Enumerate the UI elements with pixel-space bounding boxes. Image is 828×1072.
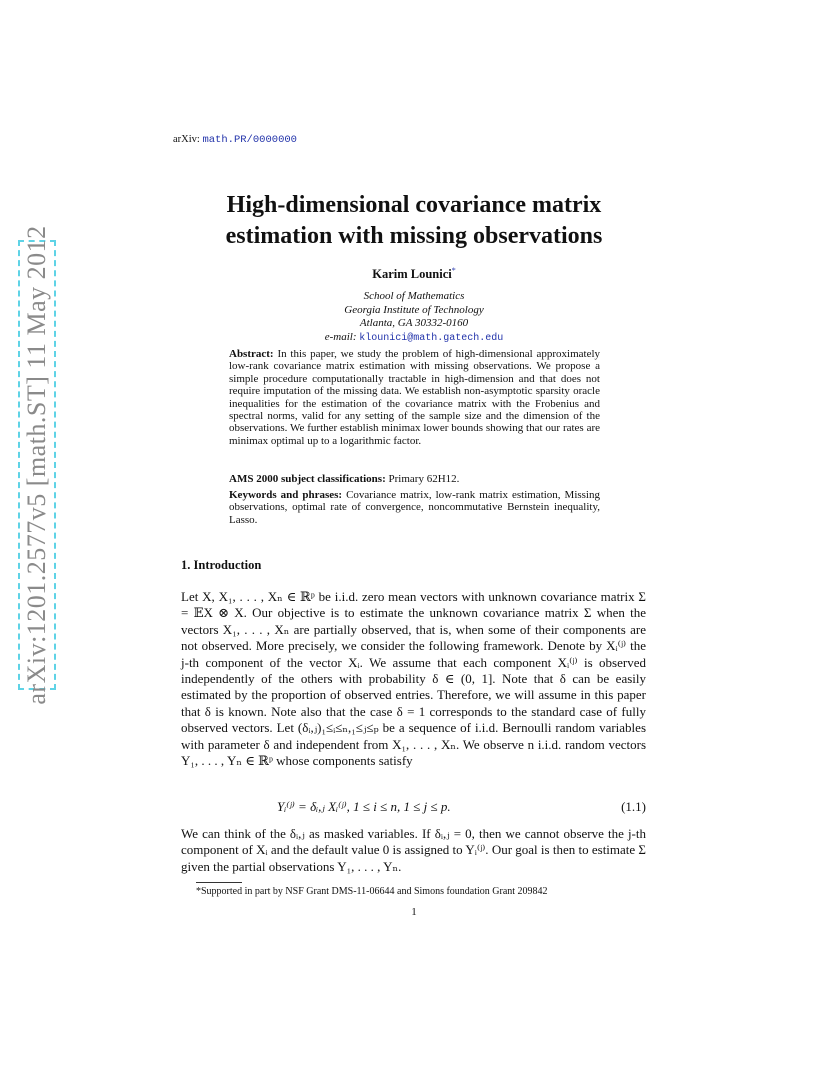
- email-link[interactable]: klounici@math.gatech.edu: [359, 332, 504, 344]
- affiliation-line-1: School of Mathematics: [363, 290, 465, 302]
- ams-label: AMS 2000 subject classifications:: [229, 473, 386, 485]
- ams-classification: [229, 473, 600, 485]
- author-footnote-mark[interactable]: *: [451, 266, 456, 275]
- affiliation: [130, 290, 698, 345]
- paper-title: [130, 190, 698, 252]
- footnote: *Supported in part by NSF Grant DMS-11-06644 and Simons foundation Grant 209842: [196, 886, 548, 897]
- page-number: 1: [411, 906, 417, 918]
- ams-text: Primary 62H12.: [388, 473, 460, 485]
- arxiv-header-code[interactable]: math.PR/0000000: [202, 134, 297, 146]
- author-name: Karim Lounici: [372, 267, 452, 282]
- affiliation-line-2: Georgia Institute of Technology: [344, 303, 484, 316]
- email-line: [130, 331, 698, 346]
- title-line-2: estimation with missing observations: [225, 223, 603, 249]
- section-heading: 1. Introduction: [181, 558, 262, 572]
- footnote-rule: [196, 882, 242, 883]
- arxiv-stamp: [18, 225, 56, 705]
- arxiv-header: [173, 134, 297, 146]
- affiliation-line-3: Atlanta, GA 30332-0160: [359, 317, 469, 329]
- equation-1-1: [181, 796, 646, 818]
- arxiv-header-label: arXiv:: [173, 134, 200, 145]
- arxiv-stamp-text: arXiv:1201.2577v5 [math.ST] 11 May 2012: [22, 225, 51, 705]
- email-label: e-mail:: [324, 330, 357, 343]
- equation-number: (1.1): [621, 799, 646, 814]
- keywords-label: Keywords and phrases:: [229, 489, 343, 501]
- equation-formula: Yᵢ⁽ʲ⁾ = δᵢ,ⱼ Xᵢ⁽ʲ⁾, 1 ≤ i ≤ n, 1 ≤ j ≤ p.: [277, 799, 451, 814]
- author: [130, 266, 698, 282]
- keywords-text: Covariance matrix, low-rank matrix estimation, Missing observations, optimal rate of convergence, noncommutative Bernstein inequality, Lasso.: [229, 489, 600, 526]
- abstract: [229, 348, 600, 447]
- abstract-label: Abstract:: [229, 348, 274, 360]
- abstract-text: In this paper, we study the problem of high-dimensional approximately low-rank covariance matrix estimation with missing observations. We propose a simple procedure computationally tractable in high-dimension and that does not require imputation of the missing data. We establish non-asymptotic sparsity oracle inequalities for the estimation of the covariance matrix with the Frobenius and spectral norms, valid for any setting of the sample size and the dimension of the observations. We further establish minimax lower bounds showing that our rates are minimax optimal up to a logarithmic factor.: [229, 348, 601, 447]
- keywords: [229, 489, 600, 526]
- intro-paragraph-1: Let X, X₁, . . . , Xₙ ∈ ℝᵖ be i.i.d. zero mean vectors with unknown covariance matrix Σ = 𝔼X ⊗ X. Our objective is to estimate the unknown covariance matrix Σ when the vectors X₁, . . . , Xₙ are partially observed, that is, when some of their components are not observed. More precisely, we consider the following framework. Denote by Xᵢ⁽ʲ⁾ the j-th component of the vector Xᵢ. We assume that each component Xᵢ⁽ʲ⁾ is observed independently of the others with probability δ ∈ (0, 1]. Note that δ can be easily estimated by the proportion of observed entries. Therefore, we will assume in this paper that δ is known. Note also that the case δ = 1 corresponds to the standard case of fully observed vectors. Let (δᵢ,ⱼ)₁≤ᵢ≤ₙ,₁≤ⱼ≤ₚ be a sequence of i.i.d. Bernoulli random variables with parameter δ and independent from X₁, . . . , Xₙ. We observe n i.i.d. random vectors Y₁, . . . , Yₙ ∈ ℝᵖ whose components satisfy: [181, 589, 646, 769]
- intro-paragraph-2: We can think of the δᵢ,ⱼ as masked variables. If δᵢ,ⱼ = 0, then we cannot observe the j-th component of Xᵢ and the default value 0 is assigned to Yᵢ⁽ʲ⁾. Our goal is then to estimate Σ given the partial observations Y₁, . . . , Yₙ.: [181, 826, 646, 874]
- title-line-1: High-dimensional covariance matrix: [226, 192, 602, 218]
